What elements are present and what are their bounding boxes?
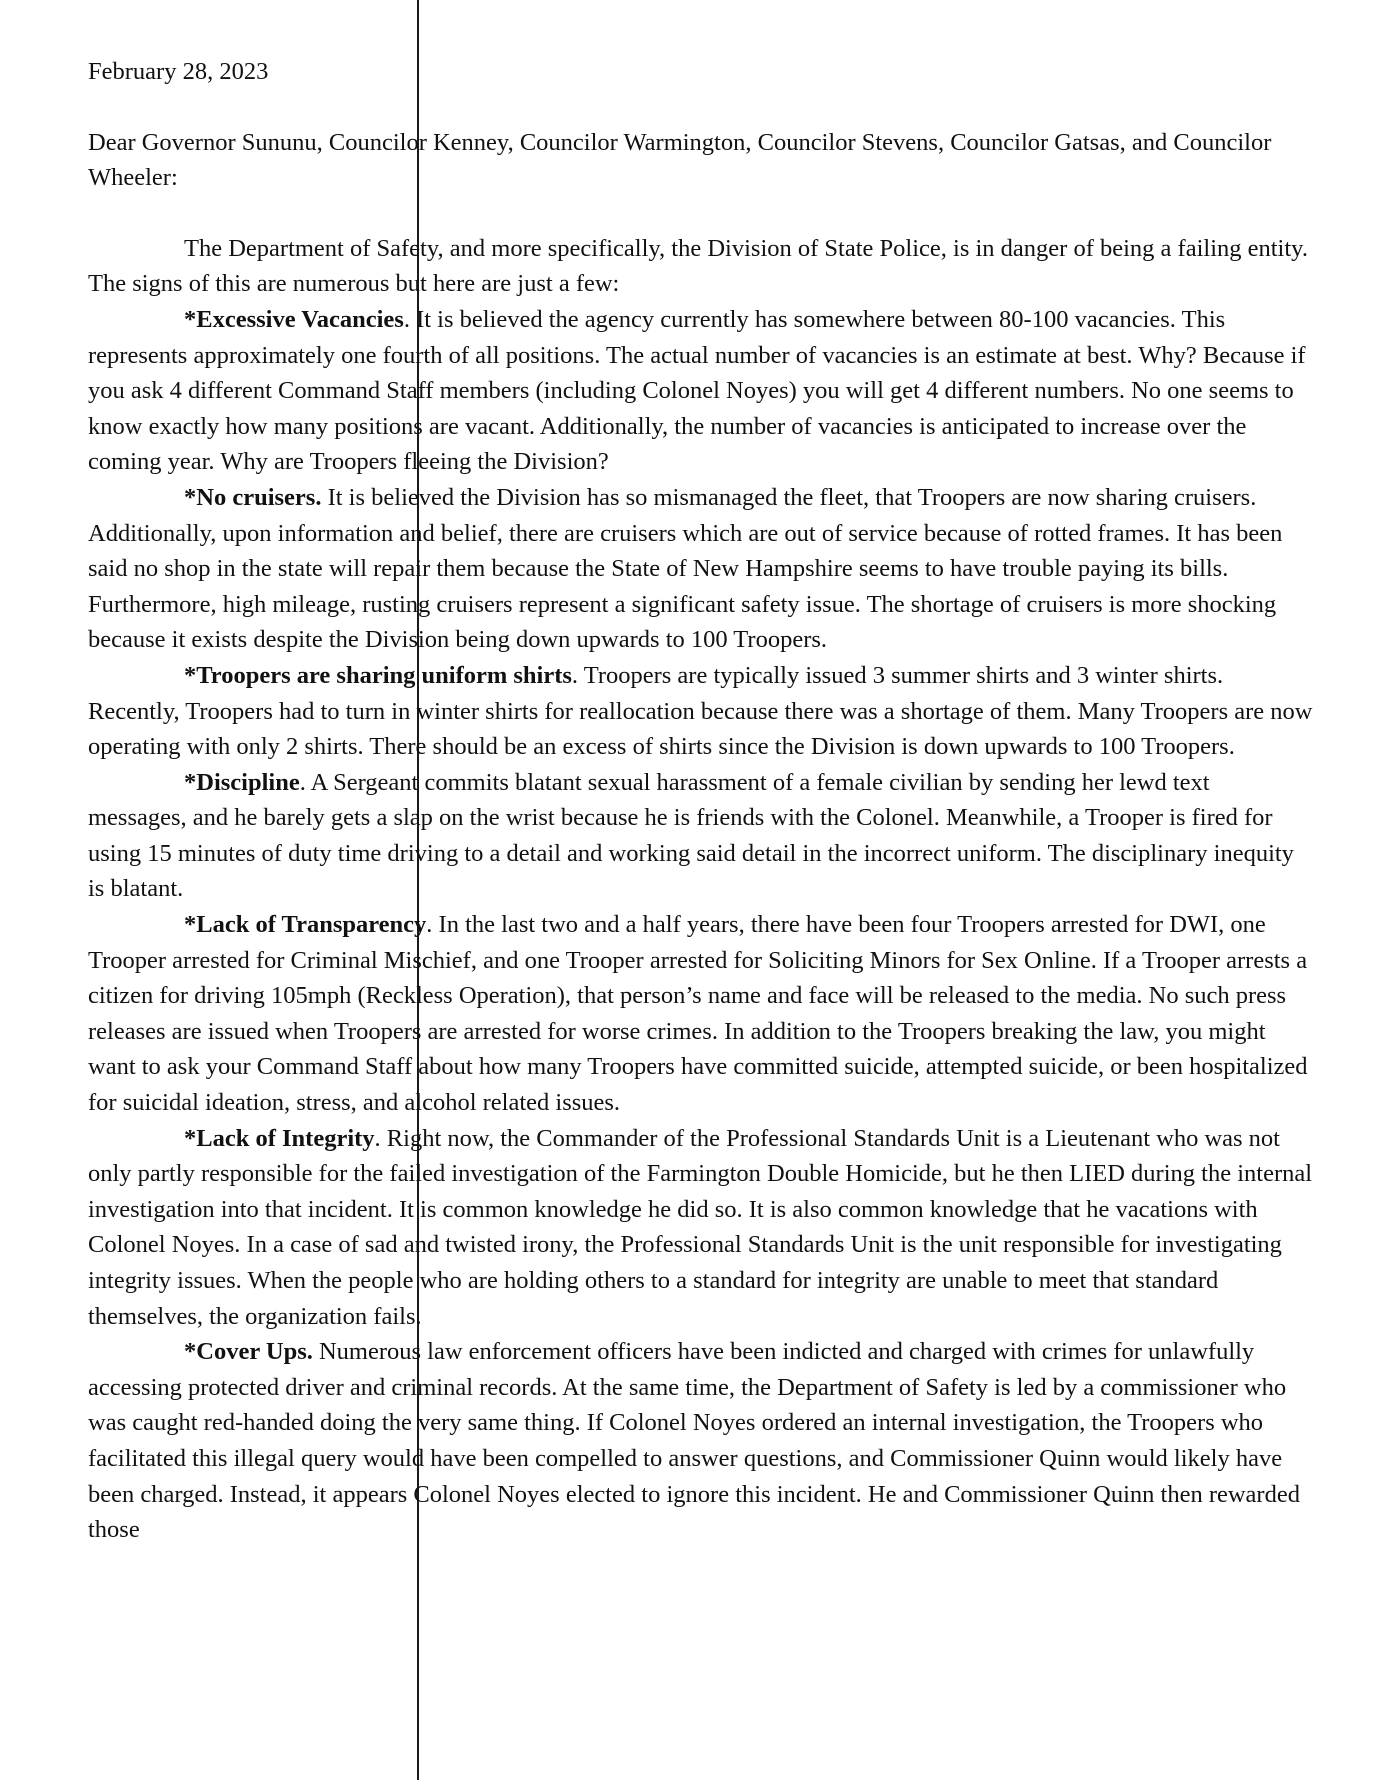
section-lack-of-transparency xyxy=(88,907,1313,1121)
section-body: . Right now, the Commander of the Professional Standards Unit is a Lieutenant who was not only partly responsible for the failed investigation of the Farmington Double Homicide, but he then LIED during the internal investigation into that incident. It is common knowledge he did so. It is also common knowledge that he vacations with Colonel Noyes. In a case of sad and twisted irony, the Professional Standards Unit is the unit responsible for investigating integrity issues. When the people who are holding others to a standard for integrity are unable to meet that standard themselves, the organization fails. xyxy=(88,1124,1313,1330)
section-cover-ups xyxy=(88,1334,1313,1548)
section-heading: *Discipline xyxy=(184,768,300,796)
section-heading: *No cruisers. xyxy=(184,483,322,511)
letter-body xyxy=(88,54,1328,1548)
section-body: Numerous law enforcement officers have been indicted and charged with crimes for unlawfully accessing protected driver and criminal records. At the same time, the Department of Safety is led by a commissioner who was caught red-handed doing the very same thing. If Colonel Noyes ordered an internal investigation, the Troopers who facilitated this illegal query would have been compelled to answer questions, and Commissioner Quinn would likely have been charged. Instead, it appears Colonel Noyes elected to ignore this incident. He and Commissioner Quinn then rewarded those xyxy=(88,1338,1300,1544)
section-no-cruisers xyxy=(88,480,1313,658)
section-body: . In the last two and a half years, there have been four Troopers arrested for DWI, one Trooper arrested for Criminal Mischief, and one Trooper arrested for Soliciting Minors for Sex Online. If a Trooper arrests a citizen for driving 105mph (Reckless Operation), that person’s name and face will be released to the media. No such press releases are issued when Troopers are arrested for worse crimes. In addition to the Troopers breaking the law, you might want to ask your Command Staff about how many Troopers have committed suicide, attempted suicide, or been hospitalized for suicidal ideation, stress, and alcohol related issues. xyxy=(88,911,1308,1117)
section-body: . Troopers are typically issued 3 summer shirts and 3 winter shirts. Recently, Troopers had to turn in winter shirts for reallocation because there was a shortage of them. Many Troopers are now operating with only 2 shirts. There should be an excess of shirts since the Division is down upwards to 100 Troopers. xyxy=(88,661,1313,761)
section-body: . A Sergeant commits blatant sexual harassment of a female civilian by sending her lewd text messages, and he barely gets a slap on the wrist because he is friends with the Colonel. Meanwhile, a Trooper is fired for using 15 minutes of duty time driving to a detail and working said detail in the incorrect uniform. The disciplinary inequity is blatant. xyxy=(88,768,1294,903)
section-discipline xyxy=(88,765,1313,907)
section-body: It is believed the Division has so mismanaged the fleet, that Troopers are now sharing cruisers. Additionally, upon information and belief, there are cruisers which are out of service because of rotted frames. It has been said no shop in the state will repair them because the State of New Hampshire seems to have trouble paying its bills. Furthermore, high mileage, rusting cruisers represent a significant safety issue. The shortage of cruisers is more shocking because it exists despite the Division being down upwards to 100 Troopers. xyxy=(88,483,1283,654)
intro-paragraph: The Department of Safety, and more specifically, the Division of State Police, is in danger of being a failing entity. The signs of this are numerous but here are just a few: xyxy=(88,234,1308,298)
section-body: . It is believed the agency currently has somewhere between 80-100 vacancies. This represents approximately one fourth of all positions. The actual number of vacancies is an estimate at best. Why? Because if you ask 4 different Command Staff members (including Colonel Noyes) you will get 4 different numbers. No one seems to know exactly how many positions are vacant. Additionally, the number of vacancies is anticipated to increase over the coming year. Why are Troopers fleeing the Division? xyxy=(88,305,1306,476)
letter-salutation: Dear Governor Sununu, Councilor Kenney, Councilor Warmington, Councilor Stevens, Councilor Gatsas, and Councilor Wheeler: xyxy=(88,128,1272,192)
section-excessive-vacancies xyxy=(88,302,1313,480)
section-uniform-shirts xyxy=(88,658,1313,765)
section-heading: *Lack of Integrity xyxy=(184,1124,375,1152)
letter-date: February 28, 2023 xyxy=(88,58,269,85)
section-lack-of-integrity xyxy=(88,1121,1313,1335)
section-heading: *Troopers are sharing uniform shirts xyxy=(184,661,572,689)
section-heading: *Excessive Vacancies xyxy=(184,305,404,333)
section-heading: *Lack of Transparency xyxy=(184,911,427,939)
section-heading: *Cover Ups. xyxy=(184,1338,313,1366)
